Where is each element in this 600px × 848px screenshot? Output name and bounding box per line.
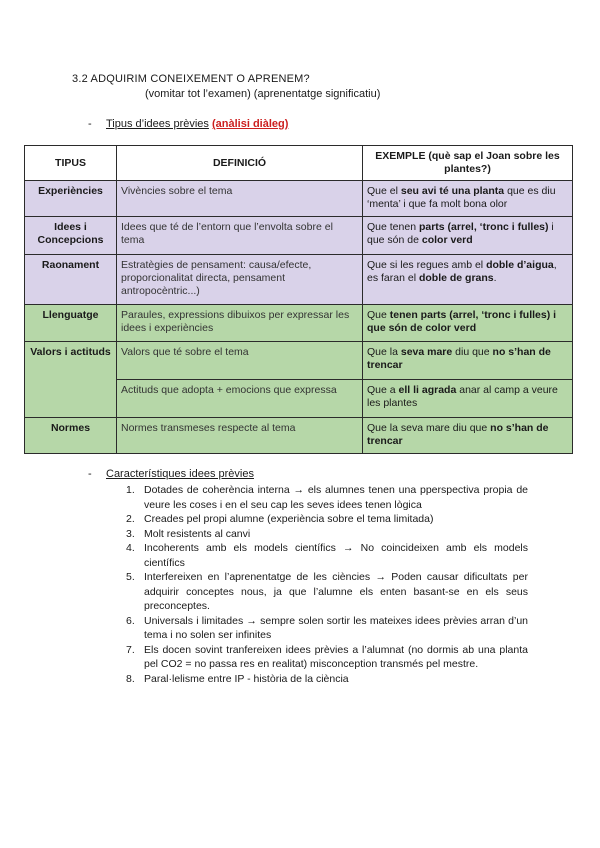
row-exemple: Que a ell li agrada anar al camp a veure les plantes [363, 380, 573, 418]
row-exemple: Que si les regues amb el doble d’aigua, es faran el doble de grans. [363, 255, 573, 305]
row-tipus: Idees i Concepcions [25, 217, 117, 255]
row-definicio: Idees que té de l’entorn que l’envolta sobre el tema [117, 217, 363, 255]
header-exemple: EXEMPLE (què sap el Joan sobre les plantes?) [363, 146, 573, 181]
list-item: 7. Els docen sovint tranfereixen idees prèvies a l’alumnat (no dormis ab una planta pel CO2 = no passa res en realitat) misconception transmés pel mestre. [126, 643, 528, 670]
tipus-label: Tipus d’idees prèvies [106, 118, 209, 130]
table-row [25, 255, 573, 305]
list-item: 8. Paral·lelisme entre IP - història de la ciència [126, 672, 349, 685]
table-row [25, 418, 573, 454]
row-definicio: Vivències sobre el tema [117, 181, 363, 217]
caracteristiques-bullet [88, 468, 254, 480]
header-definicio: DEFINICIÓ [117, 146, 363, 181]
tipus-bullet [88, 118, 288, 130]
row-definicio: Valors que té sobre el tema [117, 342, 363, 380]
bullet-dash: - [88, 468, 92, 480]
list-item: 3. Molt resistents al canvi [126, 527, 251, 540]
row-definicio: Paraules, expressions dibuixos per expressar les idees i experiències [117, 305, 363, 342]
table-row [25, 342, 573, 380]
table-header-row [25, 146, 573, 181]
row-definicio: Normes transmeses respecte al tema [117, 418, 363, 454]
row-tipus: Llenguatge [25, 305, 117, 342]
row-tipus: Valors i actituds [25, 342, 117, 418]
section-subtitle: (vomitar tot l’examen) (aprenentatge significatiu) [145, 88, 381, 100]
section-title: 3.2 ADQUIRIM CONEIXEMENT O APRENEM? [72, 73, 310, 85]
analisi-dialeg-note: (anàlisi diàleg) [211, 118, 289, 130]
table-row [25, 305, 573, 342]
row-exemple: Que tenen parts (arrel, ‘tronc i fulles) i que són de color verd [363, 217, 573, 255]
row-tipus: Raonament [25, 255, 117, 305]
row-tipus: Experiències [25, 181, 117, 217]
list-item: 4. Incoherents amb els models científics → No coincideixen amb els models científics [126, 542, 528, 569]
list-item: 6. Universals i limitades → sempre solen sortir les mateixes idees prèvies arran d’un tema i no solen ser infinites [126, 614, 528, 641]
row-exemple: Que la seva mare diu que no s’han de trencar [363, 342, 573, 380]
row-definicio: Estratègies de pensament: causa/efecte, proporcionalitat directa, pensament antropocèntric...) [117, 255, 363, 305]
list-item: 1. Dotades de coherència interna → els alumnes tenen una pperspectiva propia de veure les coses i en el seu cap les seves idees tenen lògica [126, 484, 528, 511]
caracteristiques-list [126, 483, 528, 686]
row-tipus: Normes [25, 418, 117, 454]
bullet-dash: - [88, 118, 92, 130]
row-exemple: Que la seva mare diu que no s’han de trencar [363, 418, 573, 454]
row-exemple: Que el seu avi té una planta que es diu ‘menta’ i que fa molt bona olor [363, 181, 573, 217]
row-exemple: Que tenen parts (arrel, ‘tronc i fulles) i que són de color verd [363, 305, 573, 342]
table-row [25, 217, 573, 255]
idees-previes-table [24, 145, 573, 454]
row-definicio: Actituds que adopta + emocions que expressa [117, 380, 363, 418]
caracteristiques-label: Característiques idees prèvies [106, 468, 254, 480]
header-tipus: TIPUS [25, 146, 117, 181]
list-item: 5. Interfereixen en l’aprenentatge de les ciències → Poden causar dificultats per adquirir conceptes nous, ja que l’alumne els enten basant-se en els seus preconceptes. [126, 571, 528, 612]
list-item: 2. Creades pel propi alumne (experiència sobre el tema limitada) [126, 513, 434, 525]
table-row [25, 181, 573, 217]
